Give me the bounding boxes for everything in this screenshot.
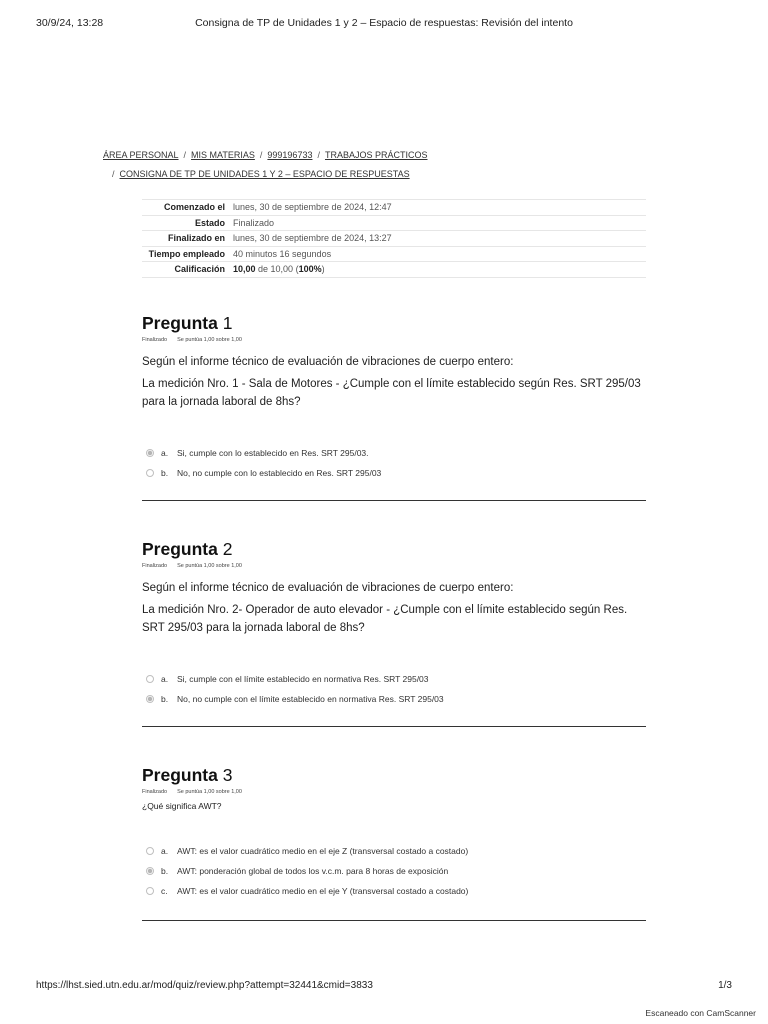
answer-options bbox=[142, 669, 646, 709]
question-3 bbox=[142, 764, 646, 901]
answer-option-a[interactable] bbox=[142, 443, 646, 463]
grade-value bbox=[233, 262, 646, 278]
summary-row-finished bbox=[142, 231, 646, 247]
answer-option-b[interactable] bbox=[142, 689, 646, 709]
summary-row-state bbox=[142, 215, 646, 231]
question-info bbox=[142, 562, 646, 570]
page-number: 1/3 bbox=[718, 980, 732, 991]
summary-label: Finalizado en bbox=[167, 233, 225, 244]
radio-button-selected[interactable] bbox=[146, 867, 154, 875]
question-prompt: ¿Qué significa AWT? bbox=[142, 801, 222, 811]
question-divider bbox=[142, 920, 646, 921]
answer-option-c[interactable] bbox=[142, 881, 646, 901]
breadcrumb-area-personal[interactable]: ÁREA PERSONAL bbox=[103, 150, 179, 160]
question-number: 1 bbox=[222, 313, 233, 333]
option-text: AWT: es el valor cuadrático medio en el eje Y (transversal costado a costado) bbox=[177, 886, 469, 896]
breadcrumb-separator: / bbox=[317, 150, 320, 160]
answer-option-a[interactable] bbox=[142, 669, 646, 689]
option-text: No, no cumple con lo establecido en Res. SRT 295/03 bbox=[177, 468, 382, 478]
radio-button[interactable] bbox=[146, 675, 154, 683]
breadcrumb-course[interactable]: 999196733 bbox=[267, 150, 313, 160]
option-letter: b. bbox=[161, 694, 169, 704]
question-intro: Según el informe técnico de evaluación de vibraciones de cuerpo entero: bbox=[142, 582, 514, 594]
print-title: Consigna de TP de Unidades 1 y 2 – Espacio de respuestas: Revisión del intento bbox=[195, 17, 573, 29]
question-label: Pregunta bbox=[142, 313, 218, 333]
question-prompt: La medición Nro. 2- Operador de auto elevador - ¿Cumple con el límite establecido según Res. SRT 295/03 para la jornada laboral de 8hs? bbox=[142, 604, 628, 634]
radio-button-selected[interactable] bbox=[146, 695, 154, 703]
question-mark: Se puntúa 1,00 sobre 1,00 bbox=[177, 789, 242, 795]
print-date: 30/9/24, 13:28 bbox=[36, 17, 104, 29]
summary-value: lunes, 30 de septiembre de 2024, 12:47 bbox=[233, 202, 392, 213]
question-label: Pregunta bbox=[142, 539, 218, 559]
question-divider bbox=[142, 500, 646, 501]
question-label: Pregunta bbox=[142, 765, 218, 785]
summary-row-started bbox=[142, 200, 646, 216]
summary-row-grade bbox=[142, 262, 646, 278]
option-text: AWT: ponderación global de todos los v.c.m. para 8 horas de exposición bbox=[177, 866, 449, 876]
answer-option-b[interactable] bbox=[142, 861, 646, 881]
question-number: 2 bbox=[222, 539, 233, 559]
grade-score: 10,00 bbox=[233, 264, 256, 275]
option-text: No, no cumple con el límite establecido en normativa Res. SRT 295/03 bbox=[177, 694, 444, 704]
question-title bbox=[142, 312, 646, 334]
option-letter: a. bbox=[161, 674, 169, 684]
grade-percent: 100% bbox=[298, 264, 322, 275]
summary-value: Finalizado bbox=[233, 217, 275, 228]
answer-options bbox=[142, 443, 646, 483]
summary-label: Estado bbox=[194, 217, 225, 228]
page-url: https://lhst.sied.utn.edu.ar/mod/quiz/review.php?attempt=32441&cmid=3833 bbox=[36, 980, 373, 991]
breadcrumb-mis-materias[interactable]: MIS MATERIAS bbox=[191, 150, 255, 160]
option-letter: a. bbox=[161, 448, 169, 458]
summary-label: Comenzado el bbox=[163, 202, 225, 213]
option-letter: b. bbox=[161, 468, 169, 478]
question-title bbox=[142, 764, 646, 786]
option-letter: c. bbox=[161, 886, 168, 896]
breadcrumb-separator: / bbox=[112, 169, 115, 179]
question-state: Finalizado bbox=[142, 337, 168, 343]
breadcrumb-consigna[interactable]: CONSIGNA DE TP DE UNIDADES 1 Y 2 – ESPACIO DE RESPUESTAS bbox=[119, 169, 410, 179]
answer-option-a[interactable] bbox=[142, 841, 646, 861]
summary-label: Calificación bbox=[174, 264, 225, 275]
question-divider bbox=[142, 726, 646, 727]
answer-option-b[interactable] bbox=[142, 463, 646, 483]
option-letter: a. bbox=[161, 846, 169, 856]
attempt-summary-table bbox=[142, 199, 646, 278]
question-1 bbox=[142, 312, 646, 483]
question-intro: Según el informe técnico de evaluación de vibraciones de cuerpo entero: bbox=[142, 356, 514, 368]
summary-row-time-taken bbox=[142, 246, 646, 262]
option-text: Si, cumple con el límite establecido en normativa Res. SRT 295/03 bbox=[177, 674, 429, 684]
grade-of-text: de 10,00 ( bbox=[255, 264, 299, 275]
summary-label: Tiempo empleado bbox=[148, 248, 225, 259]
print-header bbox=[36, 17, 732, 33]
question-title bbox=[142, 538, 646, 560]
summary-value: 40 minutos 16 segundos bbox=[233, 248, 332, 259]
radio-button[interactable] bbox=[146, 847, 154, 855]
radio-button[interactable] bbox=[146, 887, 154, 895]
question-prompt: La medición Nro. 1 - Sala de Motores - ¿Cumple con el límite establecido según Res. SRT 295/03 para la jornada laboral de 8hs? bbox=[142, 378, 641, 408]
question-info bbox=[142, 788, 646, 796]
answer-options bbox=[142, 841, 646, 901]
breadcrumb-trabajos-practicos[interactable]: TRABAJOS PRÁCTICOS bbox=[324, 150, 428, 160]
breadcrumb-separator: / bbox=[183, 150, 187, 160]
option-letter: b. bbox=[161, 866, 169, 876]
radio-button-selected[interactable] bbox=[146, 449, 154, 457]
option-text: Si, cumple con lo establecido en Res. SRT 295/03. bbox=[177, 448, 369, 458]
radio-button[interactable] bbox=[146, 469, 154, 477]
breadcrumb bbox=[103, 146, 663, 184]
breadcrumb-separator: / bbox=[259, 150, 263, 160]
question-state: Finalizado bbox=[142, 563, 168, 569]
question-2 bbox=[142, 538, 646, 709]
question-mark: Se puntúa 1,00 sobre 1,00 bbox=[177, 337, 242, 343]
grade-close: ) bbox=[321, 264, 325, 275]
question-mark: Se puntúa 1,00 sobre 1,00 bbox=[177, 563, 242, 569]
option-text: AWT: es el valor cuadrático medio en el eje Z (transversal costado a costado) bbox=[177, 846, 469, 856]
scanner-watermark: Escaneado con CamScanner bbox=[645, 1008, 756, 1018]
question-state: Finalizado bbox=[142, 789, 168, 795]
question-number: 3 bbox=[222, 765, 233, 785]
summary-value: lunes, 30 de septiembre de 2024, 13:27 bbox=[233, 233, 392, 244]
question-info bbox=[142, 336, 646, 344]
